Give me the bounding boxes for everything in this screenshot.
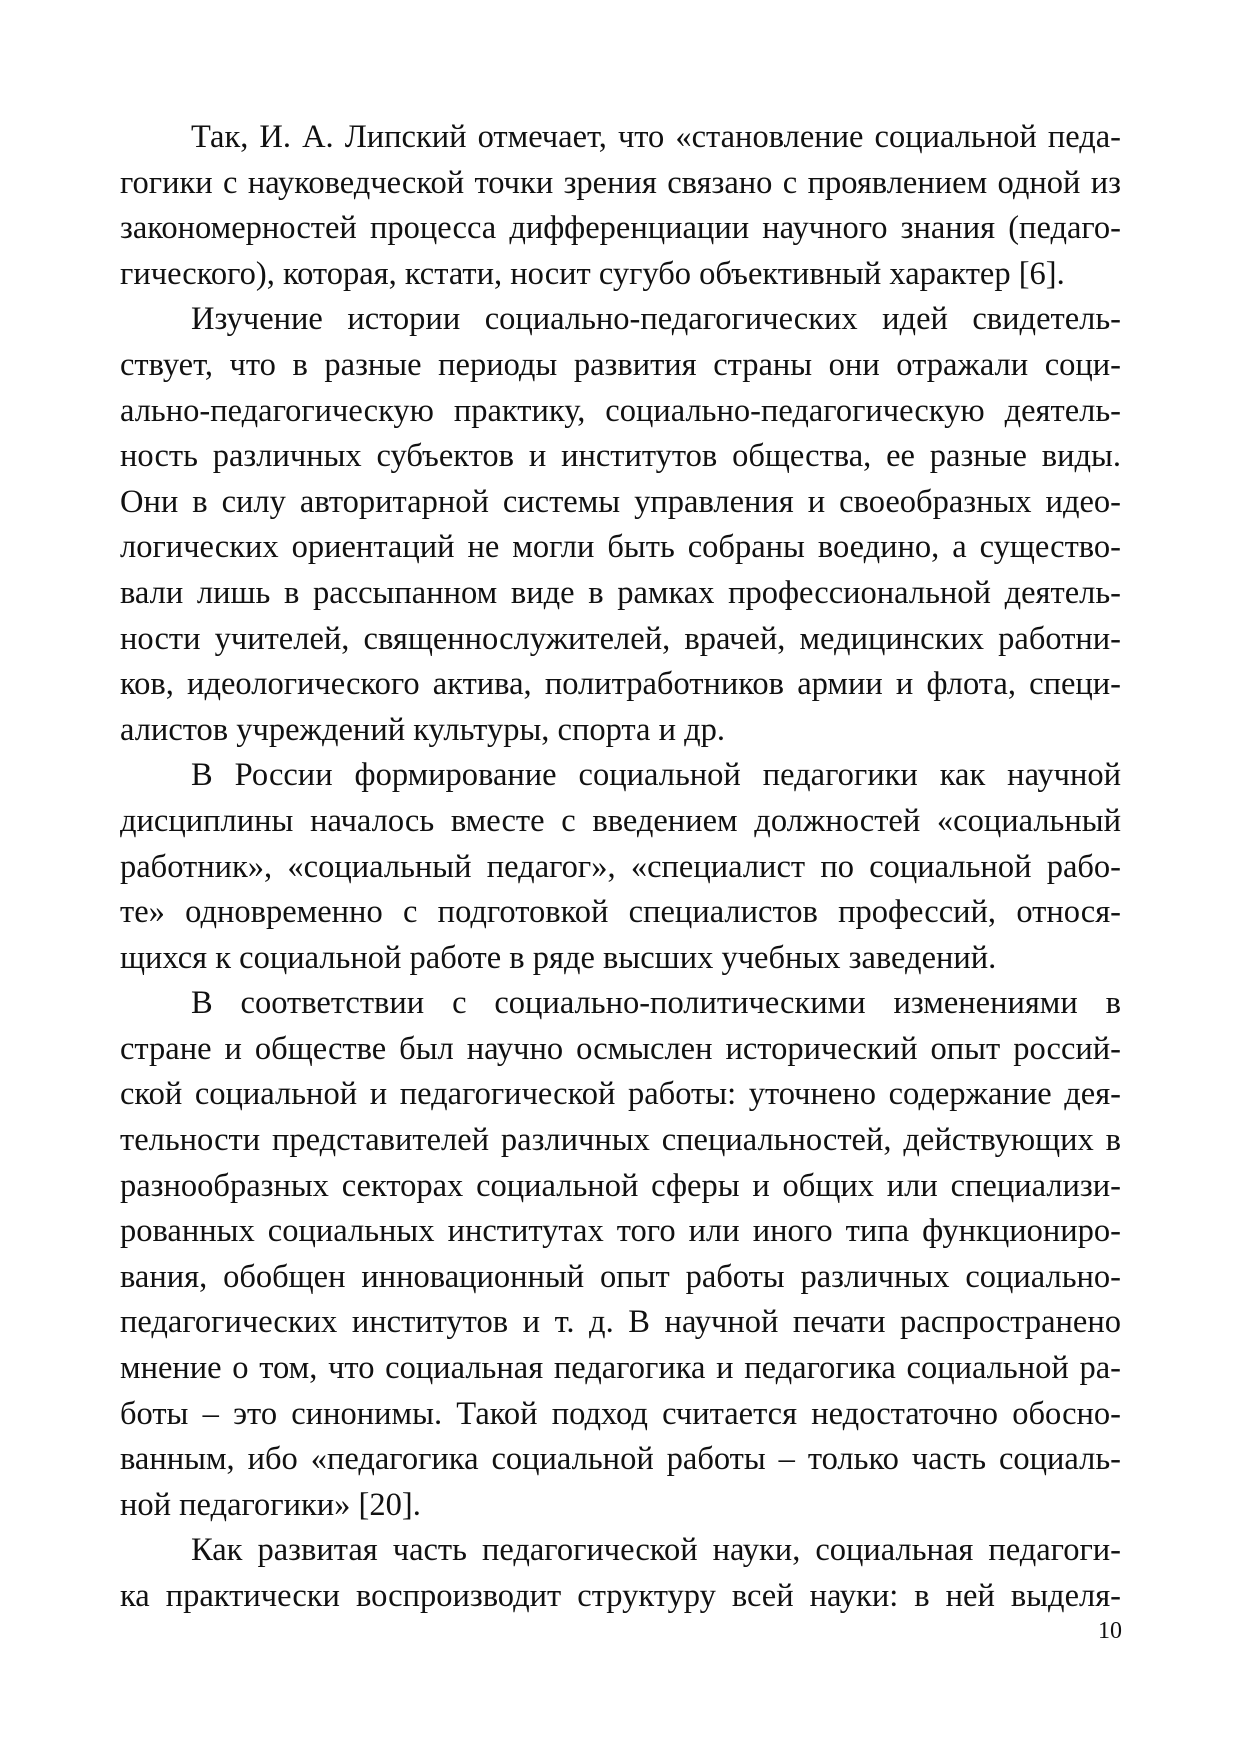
text-line: щихся к социальной работе в ряде высших учебных заведений. bbox=[120, 939, 997, 976]
text-line: Так, И. А. Липский отмечает, что «становление социальной педа- bbox=[191, 119, 1121, 155]
paragraph-4 bbox=[120, 981, 1121, 1528]
text-line: ной педагогики» [20]. bbox=[120, 1486, 421, 1523]
text-line: Изучение истории социально-педагогических идей свидетель- bbox=[191, 301, 1121, 338]
text-line: ка практически воспроизводит структуру всей науки: в ней выделя- bbox=[120, 1578, 1121, 1614]
text-line: В соответствии с социально-политическими изменениями в bbox=[191, 985, 1121, 1022]
text-line: тельности представителей различных специальностей, действующих в bbox=[120, 1122, 1121, 1159]
text-line: ально-педагогическую практику, социально-педагогическую деятель- bbox=[120, 392, 1121, 429]
paragraph-5 bbox=[120, 1528, 1121, 1619]
text-line: ности учителей, священнослужителей, врачей, медицинских работни- bbox=[120, 620, 1121, 657]
paragraph-2 bbox=[120, 297, 1121, 753]
body-text bbox=[120, 115, 1121, 1620]
text-line: закономерностей процесса дифференциации научного знания (педаго- bbox=[120, 210, 1121, 247]
text-line: мнение о том, что социальная педагогика и педагогика социальной ра- bbox=[120, 1350, 1121, 1387]
text-line: гогики с науковедческой точки зрения связано с проявлением одной из bbox=[120, 164, 1121, 201]
text-line: те» одновременно с подготовкой специалистов профессий, относя- bbox=[120, 894, 1121, 931]
text-line: дисциплины началось вместе с введением должностей «социальный bbox=[120, 802, 1121, 839]
text-line: гического), которая, кстати, носит сугубо объективный характер [6]. bbox=[120, 255, 1065, 292]
text-line: стране и обществе был научно осмыслен исторический опыт россий- bbox=[120, 1030, 1121, 1067]
text-line: боты – это синонимы. Такой подход считается недостаточно обосно- bbox=[120, 1395, 1121, 1432]
paragraph-3 bbox=[120, 753, 1121, 981]
text-line: Как развитая часть педагогической науки, социальная педагоги- bbox=[191, 1532, 1121, 1569]
text-line: разнообразных секторах социальной сферы и общих или специализи- bbox=[120, 1167, 1121, 1204]
text-line: рованных социальных институтах того или иного типа функциониро- bbox=[120, 1213, 1121, 1250]
text-line: ванным, ибо «педагогика социальной работы – только часть социаль- bbox=[120, 1441, 1121, 1478]
text-line: работник», «социальный педагог», «специалист по социальной рабо- bbox=[120, 848, 1121, 885]
text-line: ков, идеологического актива, политработников армии и флота, специ- bbox=[120, 666, 1121, 703]
text-line: В России формирование социальной педагогики как научной bbox=[191, 757, 1121, 794]
text-line: алистов учреждений культуры, спорта и др. bbox=[120, 711, 726, 748]
text-line: логических ориентаций не могли быть собраны воедино, а существо- bbox=[120, 529, 1121, 566]
text-line: ской социальной и педагогической работы: уточнено содержание дея- bbox=[120, 1076, 1121, 1113]
text-line: ность различных субъектов и институтов общества, ее разные виды. bbox=[120, 438, 1121, 475]
text-line: вания, обобщен инновационный опыт работы различных социально- bbox=[120, 1258, 1121, 1295]
text-line: ствует, что в разные периоды развития страны они отражали соци- bbox=[120, 346, 1121, 383]
text-line: вали лишь в рассыпанном виде в рамках профессиональной деятель- bbox=[120, 574, 1121, 611]
text-line: Они в силу авторитарной системы управления и своеобразных идео- bbox=[120, 483, 1121, 520]
page-number: 10 bbox=[1098, 1618, 1122, 1644]
paragraph-1 bbox=[120, 115, 1121, 297]
text-line: педагогических институтов и т. д. В научной печати распространено bbox=[120, 1304, 1121, 1341]
